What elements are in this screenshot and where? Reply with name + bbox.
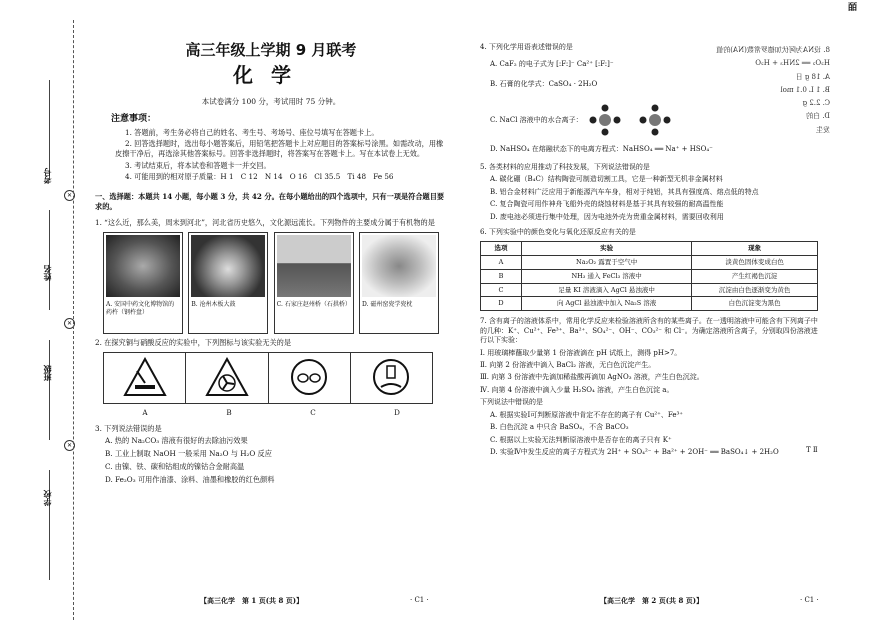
binding-hole-icon: ✕ (64, 440, 75, 451)
binding-hole-icon: ✕ (64, 318, 75, 329)
question-3-stem: 3. 下列说法错误的是 (95, 423, 162, 433)
question-2-labels: A B C D (142, 407, 400, 417)
binding-label-school: 学校 (42, 490, 52, 506)
hand-wash-icon (369, 357, 413, 397)
binding-line (49, 340, 50, 440)
q4-option-b: B. 石膏的化学式：CaSO₄ · 2H₂O (490, 79, 598, 88)
notice-item: 3. 考试结束后，将本试卷和答题卡一并交回。 (125, 160, 271, 170)
footer-page-1: 【高三化学 第 1 页(共 8 页)】 (200, 596, 304, 605)
corner-mark: 皕 (848, 3, 858, 13)
binding-strip (0, 0, 80, 630)
binding-hole-icon: ✕ (64, 190, 75, 201)
footer-page-2: 【高三化学 第 2 页(共 8 页)】 (600, 596, 704, 605)
q2-icon-d (350, 352, 432, 403)
binding-label-class: 班级 (42, 365, 52, 381)
binding-dashed-line (73, 20, 74, 620)
binding-line (49, 80, 50, 180)
question-1-stem: 1. “这么近，那么美，周末到河北”，河北省历史悠久，文化源远流长。下列物件的主要成分属于有机物的是 (95, 217, 435, 227)
q3-option-c: C. 由镍、铁、碳和钴组成的镍钴合金耐高温 (105, 461, 245, 471)
notice-heading: 注意事项： (111, 114, 157, 125)
question-1-images (103, 232, 439, 334)
notice-item: 1. 答题前，考生务必将自己的姓名、考生号、考场号、座位号填写在答题卡上。 (125, 127, 379, 137)
q5-option-b: B. 铝合金材料广泛应用于新能源汽车车身，相对于纯铝，其具有强度高、熔点低的特点 (490, 187, 759, 196)
q1-option-d: D. 磁州窑瓷学瓷枕 (359, 232, 439, 334)
footer-code-1: · C1 · (410, 596, 429, 604)
question-5-stem: 5. 各类材料的应用推动了科技发展，下列说法错误的是 (480, 162, 650, 171)
notice-item: 2. 回答选择题时，选出每小题答案后，用铅笔把答题卡上对应题目的答案标号涂黑。如需改动，用橡皮擦干净后，再选涂其他答案标号。回答非选择题时，将答案写在答题卡上。写在本试卷上无效。 (115, 139, 444, 158)
q7-step-2: Ⅱ. 向第 2 份溶液中滴入 BaCl₂ 溶液，无白色沉淀产生。 (480, 360, 656, 369)
question-7-stem: 7. 含有离子的溶液体系中，常用化学反应来检验溶液所含有的某些离子。在一透明溶液中可能含有下列离子中的几种：K⁺、Cu²⁺、Fe³⁺、Ba²⁺、SO₄²⁻、OH⁻、CO₃²⁻ 和 Cl⁻。为确定溶液所含离子，分别取四份溶液进行以下实验： (480, 317, 818, 345)
table-header-row: 选项 实验 现象 (481, 242, 818, 256)
stray-side-mark: T Ⅱ (806, 446, 818, 454)
drum-image-icon (191, 235, 265, 297)
question-6-stem: 6. 下列实验中的颜色变化与氧化还原反应有关的是 (480, 227, 636, 236)
q4-option-a: A. CaF₂ 的电子式为 [:F:]⁻ Ca²⁺ [:F:]⁻ (490, 60, 614, 69)
q7-step-1: Ⅰ. 用玻璃棒蘸取少量第 1 份溶液滴在 pH 试纸上，测得 pH>7。 (480, 348, 682, 357)
q7-option-c: C. 根据以上实验无法判断原溶液中是否存在的离子只有 K⁺ (490, 435, 672, 444)
page-1 (95, 40, 447, 487)
q2-icon-b (186, 352, 268, 403)
q7-option-a: A. 根据实验Ⅰ可判断原溶液中肯定不存在的离子有 Cu²⁺、Fe³⁺ (490, 410, 683, 419)
bridge-image-icon (277, 235, 351, 297)
eye-protection-icon (287, 357, 331, 397)
pillow-image-icon (362, 235, 436, 297)
corrosive-icon (123, 357, 167, 397)
table-row: C 足量 KI 溶液滴入 AgCl 悬浊液中 沉淀由白色逐渐变为黄色 (481, 283, 818, 297)
q4-option-c: C. NaCl 溶液中的水合离子： (490, 103, 822, 137)
binding-label-name: 姓名 (42, 265, 52, 281)
exam-title: 高三年级上学期 9 月联考 (185, 41, 357, 59)
q3-option-b: B. 工业上制取 NaOH 一般采用 Na₂O 与 H₂O 反应 (105, 449, 272, 459)
q5-option-a: A. 碳化硼（B₄C）结构陶瓷可制造切割工具，它是一种新型无机非金属材料 (490, 175, 723, 184)
q7-option-d: D. 实验Ⅳ中发生反应的离子方程式为 2H⁺ + SO₄²⁻ + Ba²⁺ + 2OH⁻ ══ BaSO₄↓ + 2H₂O (490, 448, 779, 457)
q1-option-c: C. 石家庄赵州桥（石拱桥） (274, 232, 354, 334)
q3-option-a: A. 热的 Na₂CO₃ 溶液有很好的去除油污效果 (105, 436, 248, 446)
bleed-through-text: 8. 设NA为阿伏加德罗常数(NA)的值 H₂O₂ ══ 2NH₃ + H₂O A. 18 g 日 B. 1 L 0.1 mol C. 2.2 g D. 白的 发生 (716, 46, 830, 134)
question-6-table (480, 241, 818, 311)
q7-ask: 下列说法中错误的是 (480, 398, 543, 407)
notice-block (95, 113, 447, 182)
question-2-icons (103, 352, 433, 404)
q3-option-d: D. Fe₂O₃ 可用作油漆、涂料、油墨和橡胶的红色颜料 (105, 474, 275, 484)
binding-line (49, 210, 50, 310)
binding-label-kaohao: 考号 (42, 168, 52, 184)
ventilation-icon (205, 357, 249, 397)
q7-step-4: Ⅳ. 向第 4 份溶液中滴入少量 H₂SO₄ 溶液，产生白色沉淀 a。 (480, 385, 674, 394)
q1-option-a: A. 安国中药文化博物馆的药杵（钢杵盘） (103, 232, 183, 334)
notice-item: 4. 可能用到的相对原子质量：H 1 C 12 N 14 O 16 Cl 35.5 Ti 48 Fe 56 (125, 172, 394, 182)
q7-option-b: B. 白色沉淀 a 中只含 BaSO₄，不含 BaCO₃ (490, 423, 629, 432)
q7-step-3: Ⅲ. 向第 3 份溶液中先滴加稀盐酸再滴加 AgNO₃ 溶液，产生白色沉淀。 (480, 373, 704, 382)
question-4-stem: 4. 下列化学用语表述错误的是 (480, 43, 573, 51)
footer-code-2: · C1 · (800, 596, 819, 604)
table-row: A Na₂O₂ 露置于空气中 淡黄色固体变成白色 (481, 256, 818, 270)
q2-icon-c (268, 352, 350, 403)
section-heading: 一、选择题：本题共 14 小题，每小题 3 分，共 42 分。在每小题给出的四个选项中，只有一项是符合题目要求的。 (95, 192, 445, 211)
question-2-stem: 2. 在探究铜与硝酸反应的实验中，下列图标与该实验无关的是 (95, 338, 292, 348)
q5-option-c: C. 复合陶瓷可用作神舟飞船外壳的烧蚀材料是基于其具有较强的耐高温性能 (490, 200, 724, 209)
q4-option-d: D. NaHSO₄ 在熔融状态下的电离方程式：NaHSO₄ ══ Na⁺ + HSO₄⁻ (490, 145, 713, 154)
table-row: D 向 AgCl 悬浊液中加入 Na₂S 溶液 白色沉淀变为黑色 (481, 297, 818, 311)
table-row: B NH₃ 通入 FeCl₃ 溶液中 产生红褐色沉淀 (481, 269, 818, 283)
q2-icon-a (104, 352, 186, 403)
exam-info: 本试卷满分 100 分，考试用时 75 分钟。 (201, 97, 341, 107)
q5-option-d: D. 废电池必须进行集中处理，因为电池外壳为贵重金属材料，需要回收利用 (490, 212, 724, 221)
hydrated-ion-diagram-icon (583, 103, 683, 137)
binding-line (49, 470, 50, 580)
subject-title: 化学 (233, 63, 309, 88)
q1-option-b: B. 沧州木板大鼓 (188, 232, 268, 334)
mortar-image-icon (106, 235, 180, 297)
